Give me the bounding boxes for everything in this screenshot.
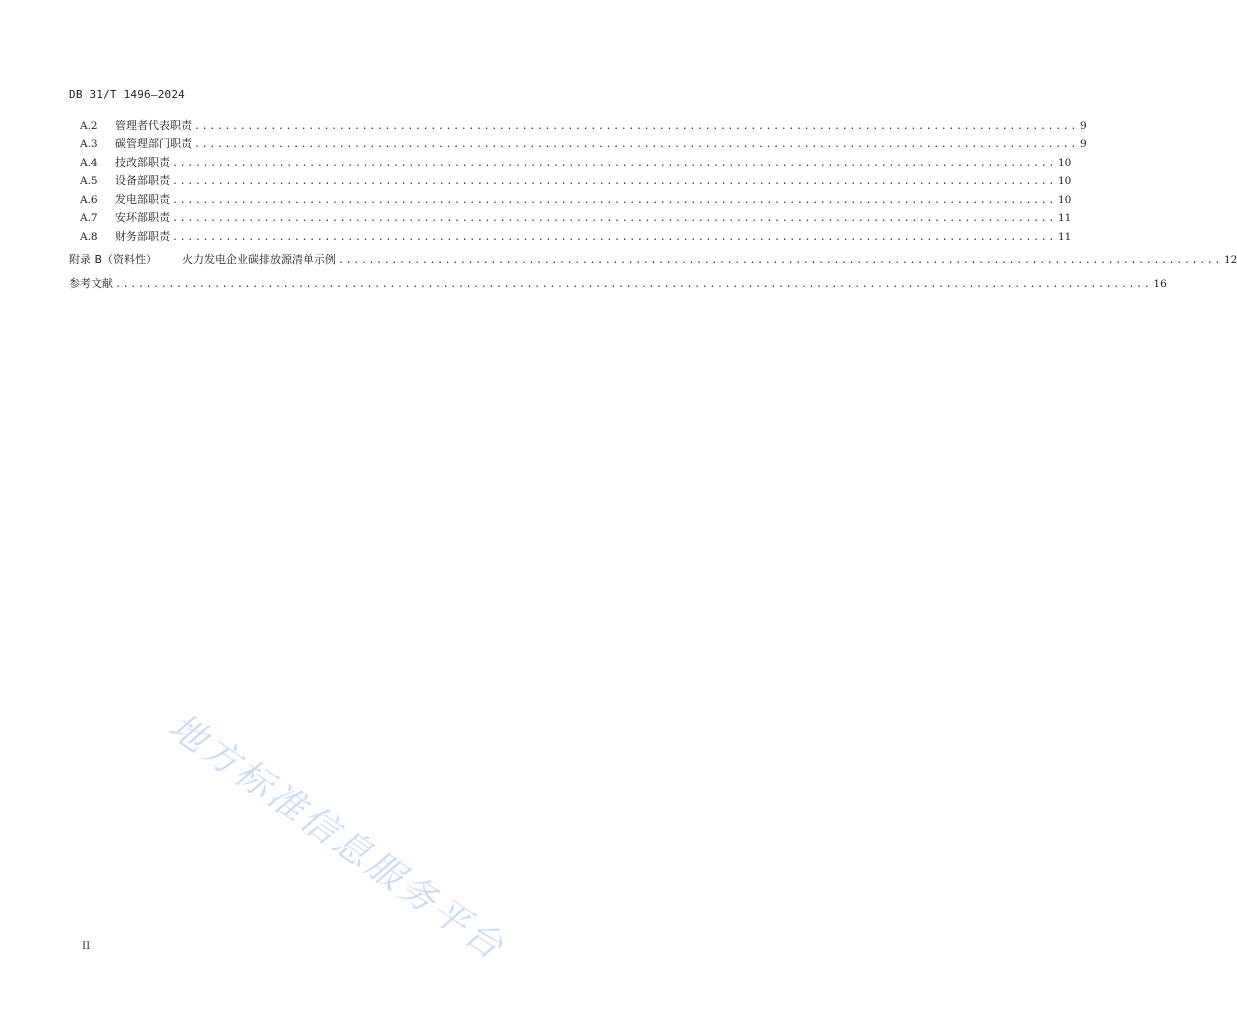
toc-entry-title: 管理者代表职责	[115, 119, 192, 132]
toc-entry-page: 16	[1153, 278, 1167, 290]
watermark: 地方标准信息服务平台	[161, 706, 513, 970]
toc-entry-a2[interactable]	[69, 118, 1087, 134]
toc-entry-page: 11	[1057, 231, 1072, 243]
page-number: II	[82, 940, 91, 952]
toc-entry-a8[interactable]	[69, 229, 1072, 245]
toc-entry-page: 10	[1057, 175, 1072, 187]
toc-leader-dots: ....................................................................................................................	[172, 213, 1056, 224]
toc-entry-appendix-b[interactable]	[69, 252, 1237, 268]
document-header: DB 31/T 1496—2024	[69, 88, 185, 101]
toc-entry-page: 10	[1057, 157, 1072, 169]
toc-entry-number: A.7	[80, 212, 98, 224]
toc-leader-dots: ....................................................................................................................	[194, 139, 1078, 150]
toc-leader-dots: ....................................................................................................................	[172, 176, 1056, 187]
toc-entry-title: 参考文献	[69, 277, 113, 290]
toc-entry-title: 发电部职责	[115, 193, 170, 206]
toc-entry-number: A.4	[80, 157, 98, 169]
toc-entry-references[interactable]	[69, 276, 1167, 292]
toc-entry-page: 10	[1057, 194, 1072, 206]
toc-entry-a7[interactable]	[69, 210, 1072, 226]
toc-entry-number: A.6	[80, 194, 98, 206]
toc-entry-page: 9	[1079, 138, 1087, 150]
toc-entry-title: 财务部职责	[115, 230, 170, 243]
toc-leader-dots: ....................................................................................................................	[172, 195, 1056, 206]
toc-entry-a5[interactable]	[69, 173, 1072, 189]
toc-entry-number: A.3	[80, 138, 98, 150]
toc-entry-page: 11	[1057, 212, 1072, 224]
toc-entry-a6[interactable]	[69, 192, 1072, 208]
toc-entry-title: 技改部职责	[115, 156, 170, 169]
toc-leader-dots: ....................................................................................................................	[194, 121, 1078, 132]
toc-leader-dots: ........................................................................................................................................	[115, 279, 1152, 290]
toc-leader-dots: ....................................................................................................................	[172, 232, 1056, 243]
toc-entry-a4[interactable]	[69, 155, 1072, 171]
toc-entry-number: A.5	[80, 175, 98, 187]
toc-entry-number: A.2	[80, 120, 98, 132]
toc-leader-dots: ....................................................................................................................	[338, 255, 1222, 266]
toc-entry-title: 碳管理部门职责	[115, 137, 192, 150]
toc-entry-page: 12	[1223, 254, 1237, 266]
toc-entry-page: 9	[1079, 120, 1087, 132]
toc-entry-number: A.8	[80, 231, 98, 243]
toc-leader-dots: ....................................................................................................................	[172, 158, 1056, 169]
toc-entry-title: 安环部职责	[115, 211, 170, 224]
toc-entry-number: 附录 B（资料性）	[69, 253, 158, 266]
toc-entry-title: 设备部职责	[115, 174, 170, 187]
toc-entry-a3[interactable]	[69, 136, 1087, 152]
toc-entry-title: 火力发电企业碳排放源清单示例	[182, 253, 336, 266]
